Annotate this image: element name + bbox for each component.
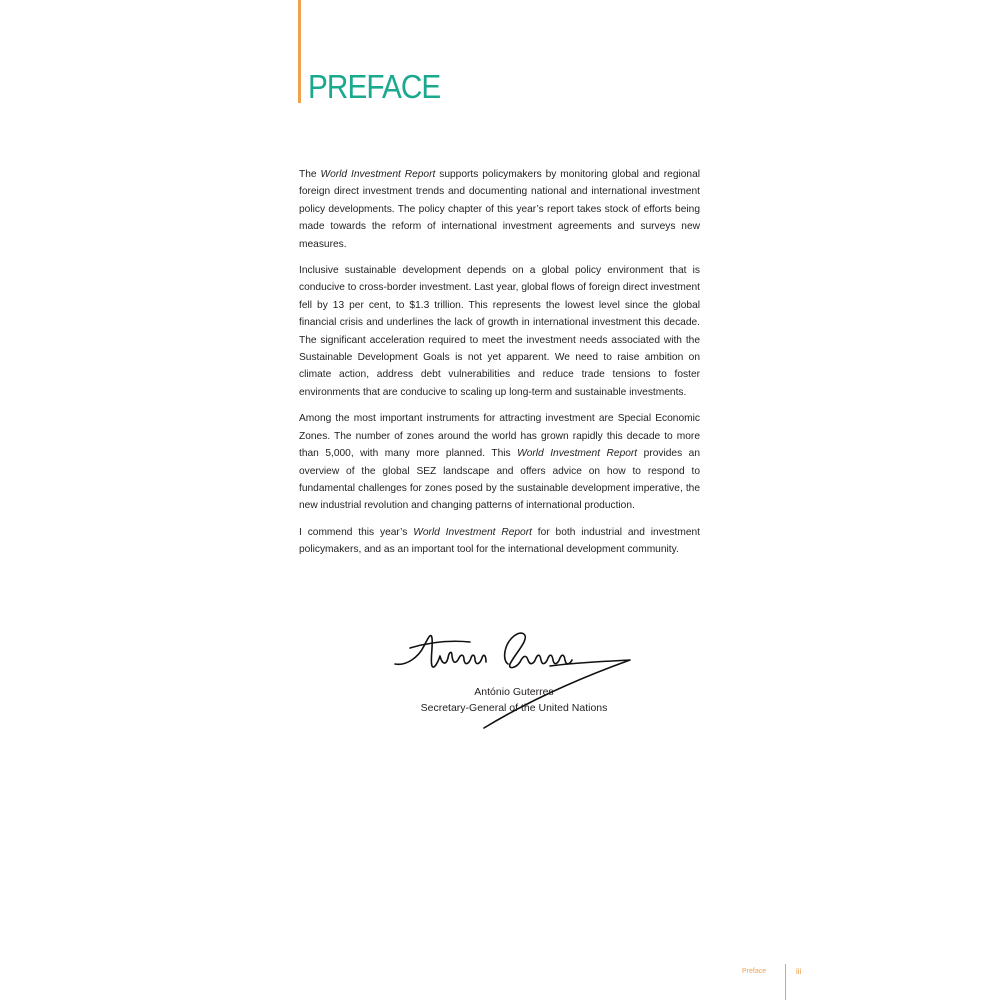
- paragraph-2: Inclusive sustainable development depends on a global policy environment that is conducive to cross-border investment. Last year, global flows of foreign direct investment fell by 13 per cent, to $1.3 trillion. This represents the lowest level since the global financial crisis and underlines the lack of growth in international investment this decade. The significant acceleration required to meet the investment needs associated with the Sustainable Development Goals is not yet apparent. We need to raise ambition on climate action, address debt vulnerabilities and reduce trade tensions to foster environments that are conducive to scaling up long-term and sustainable investments.: [299, 265, 700, 398]
- signatory-name: António Guterres: [474, 686, 554, 698]
- preface-body: [299, 166, 700, 568]
- handwritten-signature: [390, 620, 640, 740]
- paragraph-1: The World Investment Report supports policymakers by monitoring global and regional foreign direct investment trends and documenting national and international investment policy developments. The policy chapter of this year’s report takes stock of efforts being made towards the reform of international investment agreements and surveys new measures.: [299, 169, 701, 250]
- title-accent-bar: [298, 0, 301, 103]
- page-title: PREFACE: [308, 68, 441, 105]
- footer-divider: [785, 964, 786, 1000]
- report-title: World Investment Report: [413, 526, 532, 538]
- report-title: World Investment Report: [517, 448, 638, 460]
- report-title: World Investment Report: [320, 169, 436, 180]
- signatory-title: Secretary-General of the United Nations: [420, 702, 608, 714]
- paragraph-4: I commend this year’s World Investment Report for both industrial and investment policymakers, and as an important tool for the international development community.: [299, 526, 700, 556]
- footer-section-label: Preface: [742, 968, 767, 975]
- page-number: iii: [796, 967, 802, 976]
- paragraph-3: Among the most important instruments for attracting investment are Special Economic Zones. The number of zones around the world has grown rapidly this decade to more than 5,000, with many more planned. This World Investment Report provides an overview of the global SEZ landscape and offers advice on how to respond to fundamental challenges for zones posed by the sustainable development imperative, the new industrial revolution and changing patterns of international production.: [299, 413, 700, 512]
